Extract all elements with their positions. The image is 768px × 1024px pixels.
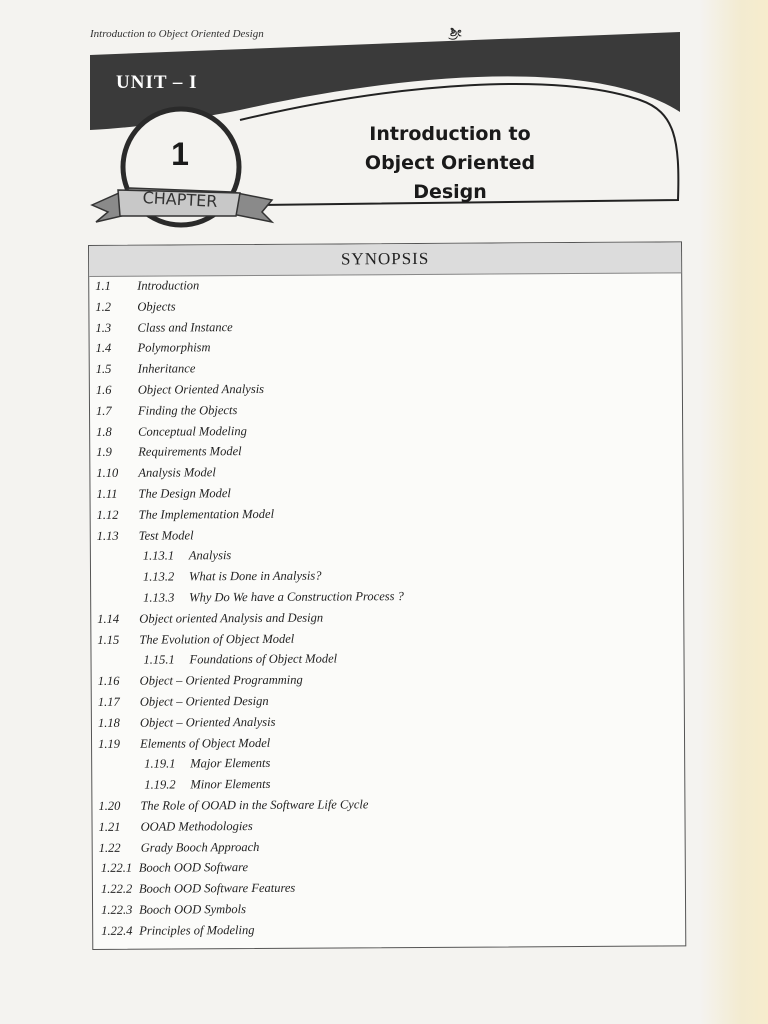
toc-entry-number: 1.13	[96, 528, 119, 543]
toc-entry-number: 1.7	[95, 403, 112, 418]
toc-entry-title: Object – Oriented Design	[139, 693, 269, 709]
toc-entry-number: 1.13.3	[143, 590, 175, 605]
toc-entry-number: 1.16	[97, 673, 120, 689]
toc-entry-title: OOAD Methodologies	[140, 818, 253, 834]
toc-entry-number: 1.15.1	[143, 652, 175, 668]
toc-entry-title: Why Do We have a Construction Process ?	[189, 589, 404, 605]
synopsis-heading: SYNOPSIS	[89, 242, 681, 277]
toc-entry-number: 1.6	[95, 382, 112, 397]
toc-entry-number: 1.11	[96, 486, 118, 501]
toc-entry-title: Minor Elements	[190, 777, 271, 792]
unit-label: UNIT – I	[116, 72, 198, 93]
toc-entry-title: The Implementation Model	[138, 506, 275, 522]
chapter-title	[330, 120, 570, 207]
toc-entry-title: Introduction	[137, 278, 200, 293]
toc-entry-title: Grady Booch Approach	[140, 839, 260, 855]
toc-entry-title: Major Elements	[190, 756, 271, 771]
toc-entry	[93, 918, 685, 942]
toc-entry-title: Object Oriented Analysis	[137, 381, 265, 397]
toc-entry-title: Foundations of Object Model	[189, 651, 338, 667]
toc-entry-number: 1.22.1	[100, 861, 133, 876]
toc-entry-number: 1.21	[98, 819, 121, 834]
toc-entry-title: Objects	[137, 299, 176, 314]
publisher-mark: ಶ್ರೀ	[450, 24, 462, 39]
toc-entry-title: Booch OOD Software Features	[138, 880, 296, 896]
toc-entry-number: 1.1	[95, 278, 111, 293]
toc-entry-number: 1.18	[97, 715, 120, 730]
toc-entry-title: Object oriented Analysis and Design	[139, 610, 324, 626]
toc-entry-title: The Design Model	[138, 486, 231, 501]
toc-entry-title: Object – Oriented Analysis	[139, 714, 276, 730]
toc-entry-title: Analysis	[188, 548, 232, 563]
chapter-title-line1: Introduction to	[369, 123, 531, 145]
toc-entry-title: Finding the Objects	[137, 402, 238, 418]
toc-entry-number: 1.14	[97, 611, 120, 626]
toc-entry-title: Test Model	[138, 527, 194, 543]
toc-entry-number: 1.9	[96, 445, 112, 460]
toc-entry-number: 1.4	[95, 341, 112, 356]
toc-entry-title: Object – Oriented Programming	[139, 672, 303, 688]
toc-entry-title: Booch OOD Software	[138, 860, 249, 876]
toc-entry-number: 1.20	[98, 798, 121, 813]
toc-entry-number: 1.22.2	[100, 881, 133, 897]
chapter-number: 1	[171, 136, 189, 172]
toc-entry-number: 1.3	[95, 320, 112, 335]
toc-entry-number: 1.2	[95, 299, 112, 314]
toc-entry-number: 1.22.4	[101, 923, 133, 938]
toc-entry-title: What is Done in Analysis?	[188, 568, 322, 584]
toc-list	[89, 273, 685, 942]
chapter-title-line2: Object Oriented Design	[364, 152, 536, 203]
running-head: Introduction to Object Oriented Design	[90, 28, 264, 40]
toc-entry-title: Polymorphism	[137, 340, 211, 356]
chapter-word: CHAPTER	[142, 188, 218, 211]
toc-entry-number: 1.17	[97, 694, 120, 709]
toc-entry-title: The Evolution of Object Model	[139, 631, 295, 647]
toc-entry-number: 1.13.2	[142, 569, 175, 584]
toc-entry-number: 1.22.3	[101, 902, 133, 917]
toc-entry-title: Analysis Model	[138, 465, 216, 480]
toc-entry-number: 1.15	[97, 632, 120, 647]
toc-entry-number: 1.8	[96, 424, 112, 439]
toc-entry-title: Conceptual Modeling	[138, 423, 247, 439]
toc-entry-number: 1.19	[98, 736, 120, 751]
toc-entry-number: 1.12	[96, 507, 119, 522]
toc-entry-title: Class and Instance	[137, 319, 233, 335]
toc-entry-number: 1.19.2	[144, 777, 176, 792]
toc-entry-title: Principles of Modeling	[139, 922, 255, 938]
toc-entry-title: Booch OOD Symbols	[139, 901, 247, 917]
toc-entry-title: Inheritance	[137, 361, 196, 376]
toc-entry-title: Elements of Object Model	[140, 735, 271, 751]
toc-entry-number: 1.22	[98, 840, 121, 855]
toc-entry-number: 1.13.1	[142, 548, 175, 564]
toc-entry-number: 1.10	[96, 465, 119, 481]
toc-entry-title: Requirements Model	[138, 444, 242, 460]
synopsis-box	[88, 241, 686, 950]
toc-entry-title: The Role of OOAD in the Software Life Cycle	[140, 797, 369, 813]
toc-entry-number: 1.19.1	[144, 756, 176, 771]
toc-entry-number: 1.5	[95, 362, 112, 377]
